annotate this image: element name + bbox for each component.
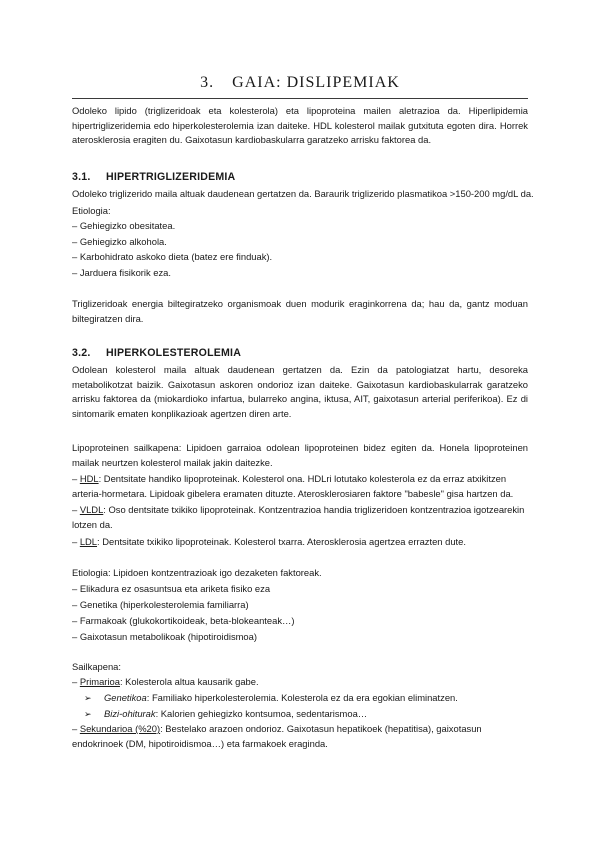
section2-etiology-label: Etiologia: Lipidoen kontzentrazioak igo dezaketen faktoreak. (72, 567, 322, 578)
list-item: – Gaixotasun metabolikoak (hipotiroidismoa) (72, 631, 257, 642)
hdl-abbr: HDL (79, 473, 99, 484)
list-item: – Gehiegizko alkohola. (72, 236, 167, 247)
chapter-title: GAIA: DISLIPEMIAK (232, 74, 400, 91)
ldl-text: : Dentsitate txikiko lipoproteinak. Kolesterol txarra. Aterosklerosia agertzea errazten dute. (97, 536, 466, 547)
page-title (72, 74, 528, 92)
class-secondary (72, 722, 528, 751)
dash: – (72, 536, 80, 547)
section1-note: Triglizeridoak energia biltegiratzeko organismoak duen modurik eraginkorrena da; hau da, gantz moduan biltegiratzen dira. (72, 298, 528, 324)
primary-label: Primarioa (79, 676, 120, 687)
list-item: – Gehiegizko obesitatea. (72, 220, 176, 231)
list-item: – Elikadura ez osasuntsua eta ariketa fisiko eza (72, 583, 271, 594)
arrow-icon: ➢ (84, 709, 92, 719)
section-number: 3.2. (72, 347, 91, 359)
section-number: 3.1. (72, 171, 91, 183)
list-item: – Genetika (hiperkolesterolemia familiarra) (72, 599, 249, 610)
chapter-number: 3. (200, 74, 215, 91)
secondary-label: Sekundarioa (%20) (79, 723, 161, 734)
section1-definition: Odoleko triglizerido maila altuak daudenean gertatzen da. Baraurik triglizerido plasmatikoa >150-200 mg/dL da. (72, 188, 534, 199)
section-title: HIPERTRIGLIZERIDEMIA (106, 171, 236, 183)
primary-text: : Kolesterola altua kausarik gabe. (119, 676, 259, 687)
lifestyle-text: : Kalorien gehiegizko kontsumoa, sedentarismoa… (155, 708, 368, 719)
section-title: HIPERKOLESTEROLEMIA (106, 347, 242, 359)
lipoprotein-intro: Lipoproteinen sailkapena: Lipidoen garraioa odolean lipoproteinen bidez egiten da. Honela lipoproteinen mailak neurtzen kolesterol mailak jakin daitezke. (72, 442, 528, 468)
genetic-label: Genetikoa (104, 692, 147, 703)
class-primary-lifestyle (84, 707, 540, 721)
list-item: – Farmakoak (glukokortikoideak, beta-blokeanteak…) (72, 615, 295, 626)
lipo-item-vldl (72, 503, 528, 532)
vldl-text: : Oso dentsitate txikiko lipoproteinak. Kontzentrazioa handia triglizeridoen kontzentrazioa igotzearekin lotzen da. (72, 504, 525, 530)
vldl-abbr: VLDL (79, 504, 104, 515)
dash: – (72, 504, 80, 515)
lipo-item-hdl (72, 472, 528, 501)
class-primary-genetic (84, 691, 540, 705)
ldl-abbr: LDL (79, 536, 98, 547)
arrow-icon: ➢ (84, 693, 92, 703)
title-divider (72, 98, 528, 99)
intro-paragraph: Odoleko lipido (triglizeridoak eta kolesterola) eta lipoproteina mailen aletrazioa da. Hiperlipidemia hipertriglizeridemia edo hiperkolesterolemia izan daiteke. HDL kolesterol mailak gutxituta egoten dira. Horrek aterosklerosia eragiten du. Gaixotasun kardiobaskularra garatzeko arrisku faktorea da. (72, 105, 528, 146)
lipo-item-ldl (72, 535, 528, 549)
lifestyle-label: Bizi-ohiturak (104, 708, 156, 719)
genetic-text: : Familiako hiperkolesterolemia. Kolesterola ez da era egokian eliminatzen. (146, 692, 458, 703)
dash: – (72, 723, 80, 734)
dash: – (72, 676, 80, 687)
list-item: – Karbohidrato askoko dieta (batez ere finduak). (72, 251, 273, 262)
list-item: – Jarduera fisikorik eza. (72, 267, 172, 278)
section-heading-3-2 (72, 347, 241, 359)
section-heading-3-1 (72, 171, 235, 183)
hdl-text: : Dentsitate handiko lipoproteinak. Kolesterol ona. HDLri lotutako kolesterola ez da erraz atxikitzen arteria-hormetara. Lipidoak gibelera eramaten dituzte. Aterosklerosiaren faktore "babesle" gisa hartzen da. (72, 473, 514, 499)
secondary-text: : Bestelako arazoen ondorioz. Gaixotasun hepatikoek (hepatitisa), gaixotasun endokrinoek (DM, hipotiroidismoa…) eta farmakoek eraginda. (72, 723, 482, 749)
class-primary (72, 675, 528, 689)
section1-etiology-label: Etiologia: (72, 205, 111, 216)
section2-definition: Odolean kolesterol maila altuak daudenean gertatzen da. Ezin da patologiatzat hartu, desoreka metabolikotzat baizik. Gaixotasun askoren ondorioz izan daiteke. Gaixotasun kardiobaskularrak garatzeko arrisku faktorea da (miokardioko infartua, bularreko angina, iktusa, AIT, gaixotasun arterial periferikoa). Ez di sintomarik ematen konplikazioak agertzen diren arte. (72, 364, 528, 419)
dash: – (72, 473, 80, 484)
classification-label: Sailkapena: (72, 661, 121, 672)
